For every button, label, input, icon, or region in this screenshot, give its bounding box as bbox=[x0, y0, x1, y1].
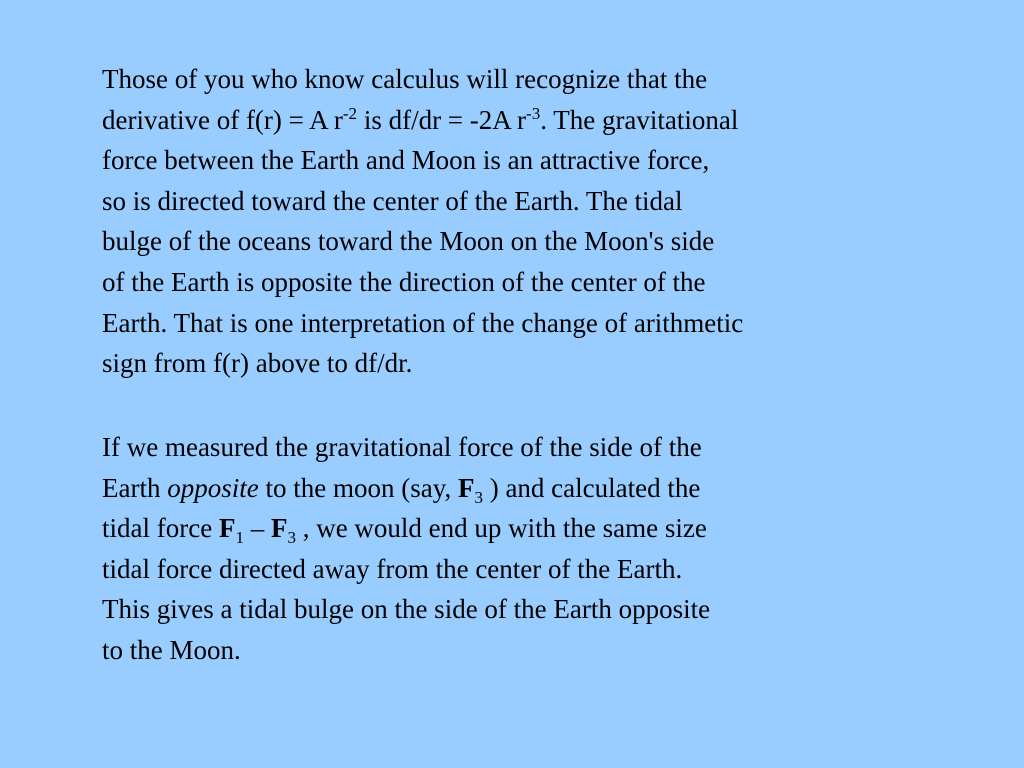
text-line: force between the Earth and Moon is an attractive force, bbox=[102, 145, 710, 176]
text-run: is df/dr = -2A r bbox=[357, 104, 527, 135]
subscript: 1 bbox=[235, 528, 244, 548]
text-run: , we would end up with the same size bbox=[295, 513, 707, 544]
text-line bbox=[102, 100, 743, 141]
text-line bbox=[102, 508, 710, 549]
text-line: of the Earth is opposite the direction of the center of the bbox=[102, 266, 706, 297]
force-symbol: F bbox=[457, 472, 475, 503]
emphasis-text: opposite bbox=[167, 472, 259, 503]
text-run: tidal force bbox=[102, 513, 219, 544]
superscript: -3 bbox=[526, 103, 541, 123]
text-line: If we measured the gravitational force of the side of the bbox=[102, 432, 702, 462]
paragraph-calculus bbox=[102, 59, 743, 384]
text-line: Those of you who know calculus will recognize that the bbox=[102, 64, 708, 94]
text-line: to the Moon. bbox=[102, 634, 241, 665]
subscript: 3 bbox=[287, 528, 296, 548]
text-run: . The gravitational bbox=[540, 104, 739, 135]
text-line: bulge of the oceans toward the Moon on the Moon's side bbox=[102, 226, 715, 257]
force-symbol: F bbox=[270, 513, 288, 544]
subscript: 3 bbox=[474, 487, 483, 507]
superscript: -2 bbox=[342, 103, 358, 123]
paragraph-opposite-side bbox=[102, 427, 710, 671]
text-run: derivative of f(r) = A r bbox=[102, 104, 343, 135]
text-run: Earth bbox=[102, 472, 168, 503]
text-line: This gives a tidal bulge on the side of the Earth opposite bbox=[102, 594, 711, 625]
text-run: ) and calculated the bbox=[482, 472, 701, 503]
text-line: sign from f(r) above to df/dr. bbox=[102, 348, 413, 379]
text-line bbox=[102, 468, 710, 509]
text-line: tidal force directed away from the center of the Earth. bbox=[102, 553, 683, 584]
text-line: so is directed toward the center of the Earth. The tidal bbox=[102, 185, 683, 216]
text-line: Earth. That is one interpretation of the change of arithmetic bbox=[102, 307, 744, 338]
text-run: – bbox=[243, 513, 271, 544]
force-symbol: F bbox=[218, 513, 236, 544]
text-run: to the moon (say, bbox=[258, 472, 458, 503]
